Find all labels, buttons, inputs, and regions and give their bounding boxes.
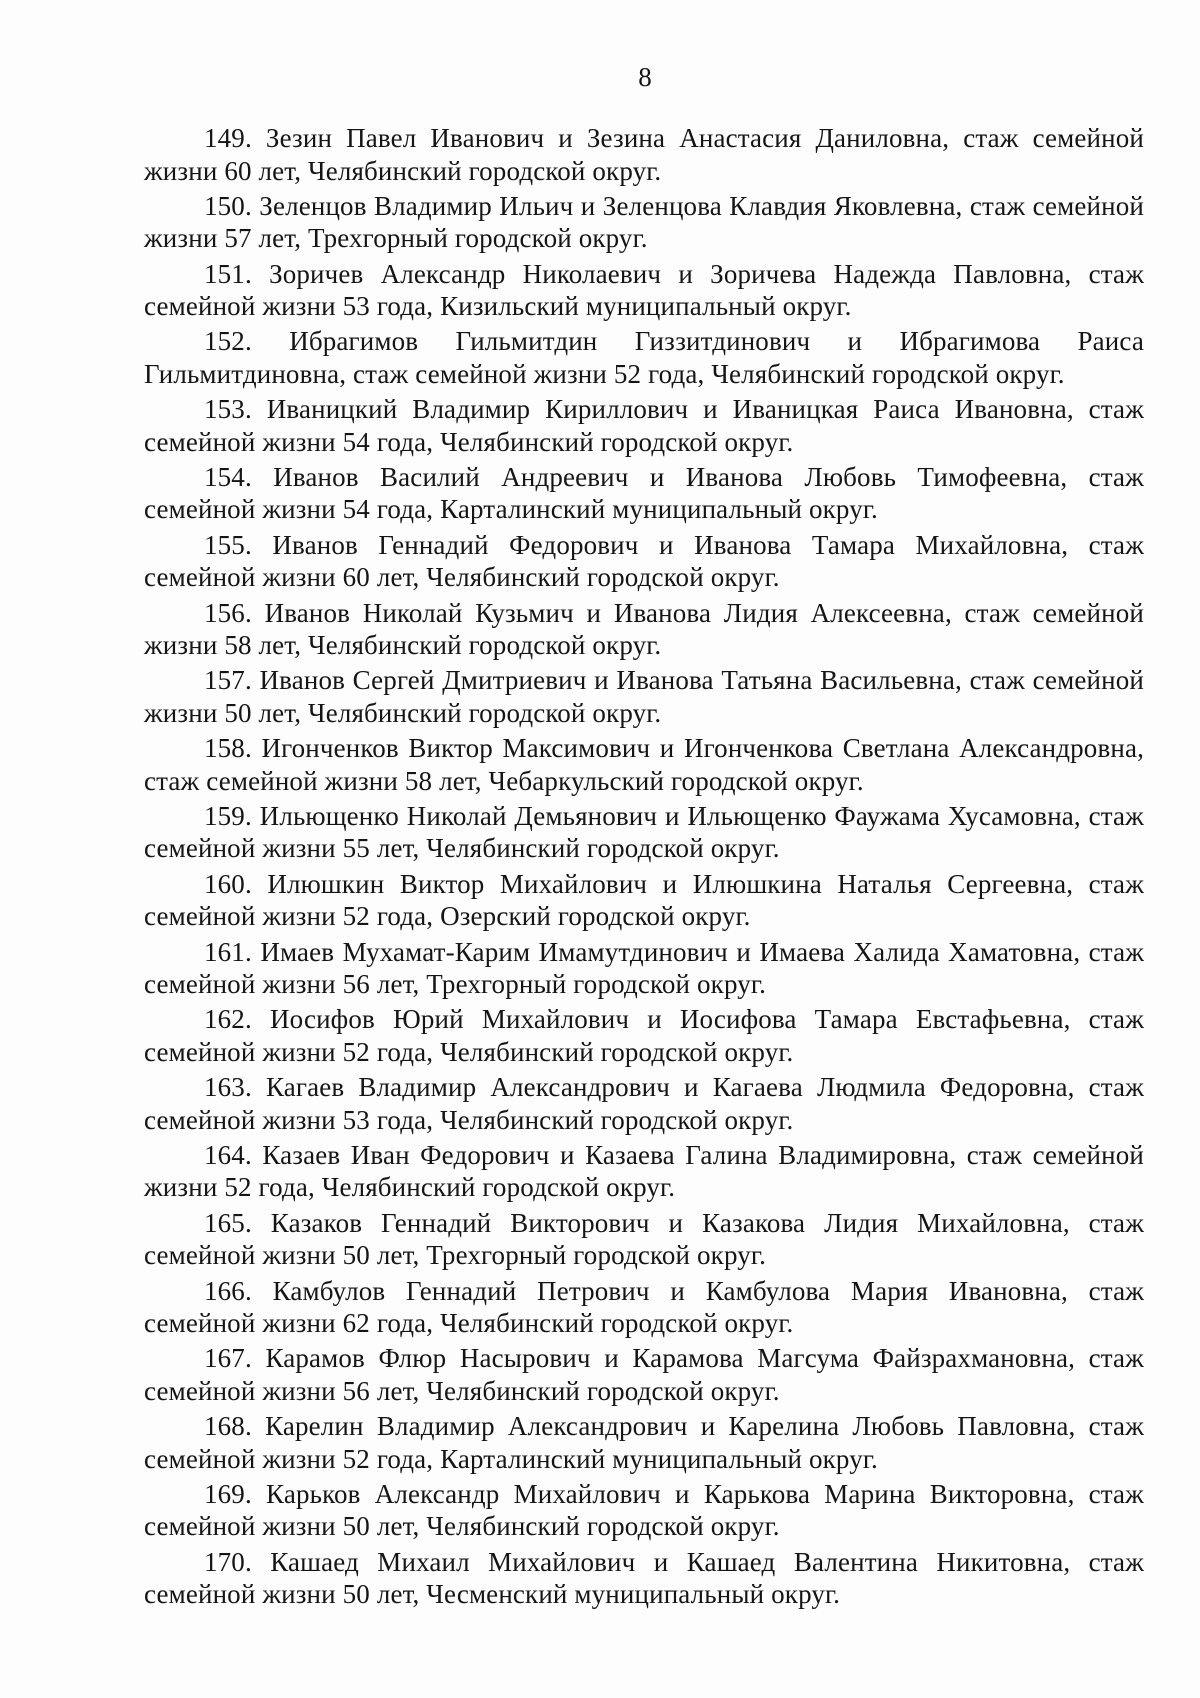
entry-number: 159. (204, 800, 252, 831)
list-item (144, 868, 1144, 933)
list-item (144, 325, 1144, 390)
entries-list (144, 122, 1144, 1614)
list-item (144, 1207, 1144, 1272)
entry-number: 165. (204, 1207, 252, 1238)
entry-text: Ибрагимов Гильмитдин Гиззитдинович и Ибрагимова Раиса Гильмитдиновна, стаж семейной жизни 52 года, Челябинский городской округ. (144, 326, 1144, 389)
list-item (144, 122, 1144, 187)
entry-number: 155. (204, 529, 252, 560)
list-item (144, 936, 1144, 1001)
entry-text: Имаев Мухамат-Карим Имамутдинович и Имаева Халида Хаматовна, стаж семейной жизни 56 лет, Трехгорный городской округ. (144, 936, 1145, 1000)
entry-text: Иосифов Юрий Михайлович и Иосифова Тамара Евстафьевна, стаж семейной жизни 52 года, Челябинский городской округ. (144, 1004, 1144, 1067)
entry-text: Карелин Владимир Александрович и Карелина Любовь Павловна, стаж семейной жизни 52 года, Карталинский муниципальный округ. (144, 1411, 1144, 1474)
list-item (144, 258, 1144, 323)
entry-text: Казаев Иван Федорович и Казаева Галина Владимировна, стаж семейной жизни 52 года, Челябинский городской округ. (144, 1139, 1144, 1203)
list-item (144, 393, 1144, 458)
entry-text: Ильющенко Николай Демьянович и Ильющенко Фаужама Хусамовна, стаж семейной жизни 55 лет, Челябинский городской округ. (144, 800, 1144, 864)
entry-number: 164. (204, 1139, 252, 1170)
entry-number: 167. (204, 1343, 252, 1374)
list-item (144, 800, 1144, 865)
entry-text: Казаков Геннадий Викторович и Казакова Лидия Михайловна, стаж семейной жизни 50 лет, Трехгорный городской округ. (144, 1207, 1144, 1271)
list-item (144, 1478, 1144, 1543)
entry-number: 151. (204, 258, 252, 289)
list-item (144, 1410, 1144, 1475)
list-item (144, 190, 1144, 255)
entry-text: Кагаев Владимир Александрович и Кагаева Людмила Федоровна, стаж семейной жизни 53 года, Челябинский городской округ. (144, 1072, 1144, 1135)
entry-text: Карамов Флюр Насырович и Карамова Магсума Файзрахмановна, стаж семейной жизни 56 лет, Челябинский городской округ. (144, 1343, 1144, 1406)
entry-number: 160. (204, 868, 252, 899)
list-item (144, 1546, 1144, 1611)
entry-text: Камбулов Геннадий Петрович и Камбулова Мария Ивановна, стаж семейной жизни 62 года, Челябинский городской округ. (144, 1275, 1145, 1339)
entry-number: 157. (204, 665, 252, 696)
entry-number: 154. (204, 461, 252, 492)
entry-number: 153. (204, 394, 252, 425)
entry-number: 161. (204, 936, 252, 967)
entry-number: 169. (204, 1478, 252, 1509)
entry-number: 158. (204, 733, 252, 764)
list-item (144, 1003, 1144, 1068)
list-item (144, 461, 1144, 526)
entry-number: 150. (204, 190, 252, 221)
entry-text: Иванов Сергей Дмитриевич и Иванова Татьяна Васильевна, стаж семейной жизни 50 лет, Челябинский городской округ. (144, 665, 1144, 728)
entry-number: 166. (204, 1275, 252, 1306)
page-number: 8 (638, 62, 652, 92)
entry-text: Зеленцов Владимир Ильич и Зеленцова Клавдия Яковлевна, стаж семейной жизни 57 лет, Трехгорный городской округ. (144, 190, 1144, 254)
list-item (144, 732, 1144, 797)
entry-number: 170. (204, 1546, 252, 1577)
entry-text: Зезин Павел Иванович и Зезина Анастасия Даниловна, стаж семейной жизни 60 лет, Челябинский городской округ. (144, 123, 1144, 186)
entry-text: Игонченков Виктор Максимович и Игонченкова Светлана Александровна, стаж семейной жизни 58 лет, Чебаркульский городской округ. (144, 733, 1144, 796)
entry-text: Кашаед Михаил Михайлович и Кашаед Валентина Никитовна, стаж семейной жизни 50 лет, Чесменский муниципальный округ. (144, 1546, 1144, 1610)
entry-number: 162. (204, 1004, 252, 1035)
entry-number: 152. (204, 326, 252, 357)
list-item (144, 1139, 1144, 1204)
entry-text: Иванов Геннадий Федорович и Иванова Тамара Михайловна, стаж семейной жизни 60 лет, Челябинский городской округ. (144, 529, 1144, 593)
entry-number: 163. (204, 1072, 252, 1103)
list-item (144, 664, 1144, 729)
list-item (144, 1071, 1144, 1136)
entry-text: Иванов Василий Андреевич и Иванова Любовь Тимофеевна, стаж семейной жизни 54 года, Карталинский муниципальный округ. (144, 461, 1144, 525)
list-item (144, 1342, 1144, 1407)
list-item (144, 1275, 1144, 1340)
entry-text: Карьков Александр Михайлович и Карькова Марина Викторовна, стаж семейной жизни 50 лет, Челябинский городской округ. (144, 1478, 1144, 1542)
list-item (144, 529, 1144, 594)
entry-text: Илюшкин Виктор Михайлович и Илюшкина Наталья Сергеевна, стаж семейной жизни 52 года, Озерский городской округ. (144, 868, 1144, 932)
entry-number: 156. (204, 597, 252, 628)
list-item (144, 597, 1144, 662)
entry-number: 168. (204, 1411, 252, 1442)
entry-text: Иванов Николай Кузьмич и Иванова Лидия Алексеевна, стаж семейной жизни 58 лет, Челябинский городской округ. (144, 597, 1144, 661)
entry-number: 149. (204, 123, 252, 153)
entry-text: Иваницкий Владимир Кириллович и Иваницкая Раиса Ивановна, стаж семейной жизни 54 года, Челябинский городской округ. (144, 394, 1144, 457)
entry-text: Зоричев Александр Николаевич и Зоричева Надежда Павловна, стаж семейной жизни 53 года, Кизильский муниципальный округ. (144, 258, 1144, 322)
